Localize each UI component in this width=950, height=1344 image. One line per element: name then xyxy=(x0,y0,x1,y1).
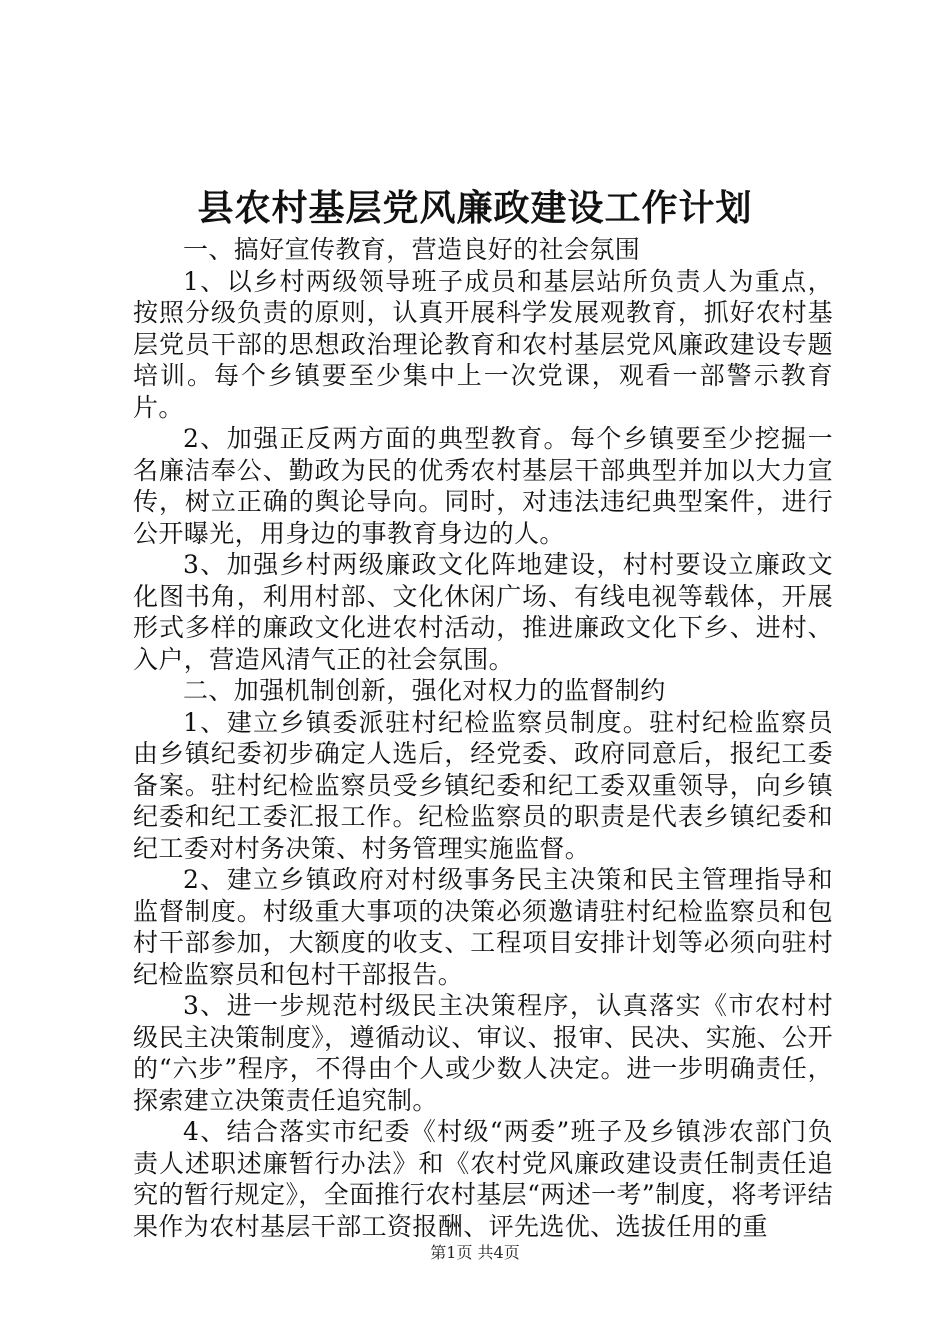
page-number-footer: 第1页 共4页 xyxy=(430,1243,520,1262)
document-body xyxy=(133,234,833,1242)
paragraph: 2、建立乡镇政府对村级事务民主决策和民主管理指导和监督制度。村级重大事项的决策必须邀请驻村纪检监察员和包村干部参加，大额度的收支、工程项目安排计划等必须向驻村纪检监察员和包村干部报告。 xyxy=(133,865,833,989)
section-heading-2: 二、加强机制创新，强化对权力的监督制约 xyxy=(183,676,666,705)
paragraph: 4、结合落实市纪委《村级“两委”班子及乡镇涉农部门负责人述职述廉暂行办法》和《农村党风廉政建设责任制责任追究的暂行规定》，全面推行农村基层“两述一考”制度，将考评结果作为农村基层干部工资报酬、评先选优、选拔任用的重 xyxy=(133,1117,833,1241)
paragraph: 1、以乡村两级领导班子成员和基层站所负责人为重点，按照分级负责的原则，认真开展科学发展观教育，抓好农村基层党员干部的思想政治理论教育和农村基层党风廉政建设专题培训。每个乡镇要至少集中上一次党课，观看一部警示教育片。 xyxy=(133,266,833,422)
paragraph: 2、加强正反两方面的典型教育。每个乡镇要至少挖掘一名廉洁奉公、勤政为民的优秀农村基层干部典型并加以大力宣传，树立正确的舆论导向。同时，对违法违纪典型案件，进行公开曝光，用身边的事教育身边的人。 xyxy=(133,424,833,548)
paragraph: 3、进一步规范村级民主决策程序，认真落实《市农村村级民主决策制度》，遵循动议、审议、报审、民决、实施、公开的“六步”程序，不得由个人或少数人决定。进一步明确责任，探索建立决策责任追究制。 xyxy=(133,991,833,1115)
paragraph: 3、加强乡村两级廉政文化阵地建设，村村要设立廉政文化图书角，利用村部、文化休闲广场、有线电视等载体，开展形式多样的廉政文化进农村活动，推进廉政文化下乡、进村、入户，营造风清气正的社会氛围。 xyxy=(133,550,833,674)
document-title: 县农村基层党风廉政建设工作计划 xyxy=(197,187,753,229)
paragraph: 1、建立乡镇委派驻村纪检监察员制度。驻村纪检监察员由乡镇纪委初步确定人选后，经党委、政府同意后，报纪工委备案。驻村纪检监察员受乡镇纪委和纪工委双重领导，向乡镇纪委和纪工委汇报工作。纪检监察员的职责是代表乡镇纪委和纪工委对村务决策、村务管理实施监督。 xyxy=(133,707,833,863)
section-heading-1: 一、搞好宣传教育，营造良好的社会氛围 xyxy=(183,235,641,264)
